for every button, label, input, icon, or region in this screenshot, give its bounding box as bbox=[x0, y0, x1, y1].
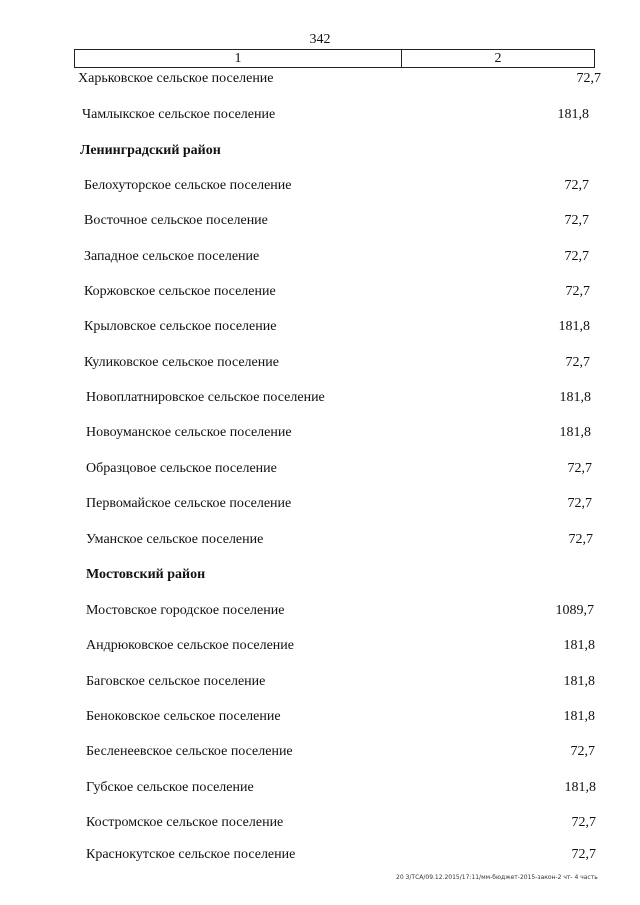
document-footer: 20 З/ТСА/09.12.2015/17:11/мм-бюджет-2015-закон-2 чт- 4 часть bbox=[396, 874, 598, 881]
settlement-name: Андрюковское сельское поселение bbox=[86, 638, 294, 653]
settlement-name: Беноковское сельское поселение bbox=[86, 709, 281, 724]
table-row bbox=[82, 106, 589, 124]
settlement-name: Новоплатнировское сельское поселение bbox=[86, 390, 325, 405]
table-header bbox=[74, 49, 595, 68]
table-row bbox=[84, 248, 589, 266]
settlement-name: Губское сельское поселение bbox=[86, 780, 254, 795]
settlement-name: Куликовское сельское поселение bbox=[84, 355, 279, 370]
page-number: 342 bbox=[309, 32, 331, 47]
table-row bbox=[86, 779, 596, 797]
settlement-name: Коржовское сельское поселение bbox=[84, 284, 276, 299]
settlement-value: 72,7 bbox=[567, 496, 592, 511]
settlement-name: Краснокутское сельское поселение bbox=[86, 847, 296, 862]
settlement-name: Образцовое сельское поселение bbox=[86, 461, 277, 476]
table-row bbox=[86, 424, 591, 442]
settlement-name: Мостовское городское поселение bbox=[86, 603, 285, 618]
table-row bbox=[86, 846, 596, 864]
table-row bbox=[84, 354, 590, 372]
table-row bbox=[86, 673, 595, 691]
table-row bbox=[86, 814, 596, 832]
table-row bbox=[86, 708, 595, 726]
settlement-value: 72,7 bbox=[565, 355, 590, 370]
settlement-name: Костромское сельское поселение bbox=[86, 815, 284, 830]
settlement-name: Белохуторское сельское поселение bbox=[84, 178, 292, 193]
settlement-name: Бесленеевское сельское поселение bbox=[86, 744, 293, 759]
settlement-value: 72,7 bbox=[576, 71, 601, 86]
table-row bbox=[86, 602, 594, 620]
settlement-value: 72,7 bbox=[571, 815, 596, 830]
table-row bbox=[84, 177, 589, 195]
table-row bbox=[86, 531, 593, 549]
settlement-name: Западное сельское поселение bbox=[84, 249, 260, 264]
settlement-value: 72,7 bbox=[567, 461, 592, 476]
settlement-value: 181,8 bbox=[563, 638, 595, 653]
settlement-name: Восточное сельское поселение bbox=[84, 213, 268, 228]
table-row bbox=[86, 389, 591, 407]
settlement-value: 72,7 bbox=[565, 284, 590, 299]
settlement-value: 181,8 bbox=[563, 709, 595, 724]
settlement-name: Крыловское сельское поселение bbox=[84, 319, 277, 334]
settlement-value: 72,7 bbox=[568, 532, 593, 547]
settlement-value: 72,7 bbox=[571, 847, 596, 862]
table-row bbox=[86, 637, 595, 655]
settlement-name: Уманское сельское поселение bbox=[86, 532, 264, 547]
settlement-name: Харьковское сельское поселение bbox=[78, 71, 274, 86]
settlement-value: 181,8 bbox=[559, 425, 591, 440]
settlement-value: 181,8 bbox=[557, 107, 589, 122]
column-2-header: 2 bbox=[494, 51, 502, 66]
district-heading: Ленинградский район bbox=[80, 143, 221, 158]
table-row bbox=[86, 495, 592, 513]
settlement-value: 181,8 bbox=[563, 674, 595, 689]
column-1-header: 1 bbox=[75, 50, 402, 67]
settlement-value: 72,7 bbox=[564, 178, 589, 193]
table-row bbox=[86, 460, 592, 478]
settlement-value: 181,8 bbox=[559, 390, 591, 405]
settlement-name: Баговское сельское поселение bbox=[86, 674, 266, 689]
settlement-name: Новоуманское сельское поселение bbox=[86, 425, 292, 440]
table-row bbox=[84, 318, 590, 336]
settlement-name: Первомайское сельское поселение bbox=[86, 496, 292, 511]
settlement-value: 1089,7 bbox=[555, 603, 594, 618]
settlement-value: 181,8 bbox=[564, 780, 596, 795]
settlement-name: Чамлыкское сельское поселение bbox=[82, 107, 276, 122]
table-row bbox=[86, 743, 595, 761]
settlement-value: 181,8 bbox=[558, 319, 590, 334]
table-row bbox=[84, 212, 589, 230]
settlement-value: 72,7 bbox=[564, 213, 589, 228]
table-row bbox=[84, 283, 590, 301]
table-row bbox=[78, 70, 601, 88]
settlement-value: 72,7 bbox=[564, 249, 589, 264]
district-heading: Мостовский район bbox=[86, 567, 206, 582]
settlement-value: 72,7 bbox=[570, 744, 595, 759]
